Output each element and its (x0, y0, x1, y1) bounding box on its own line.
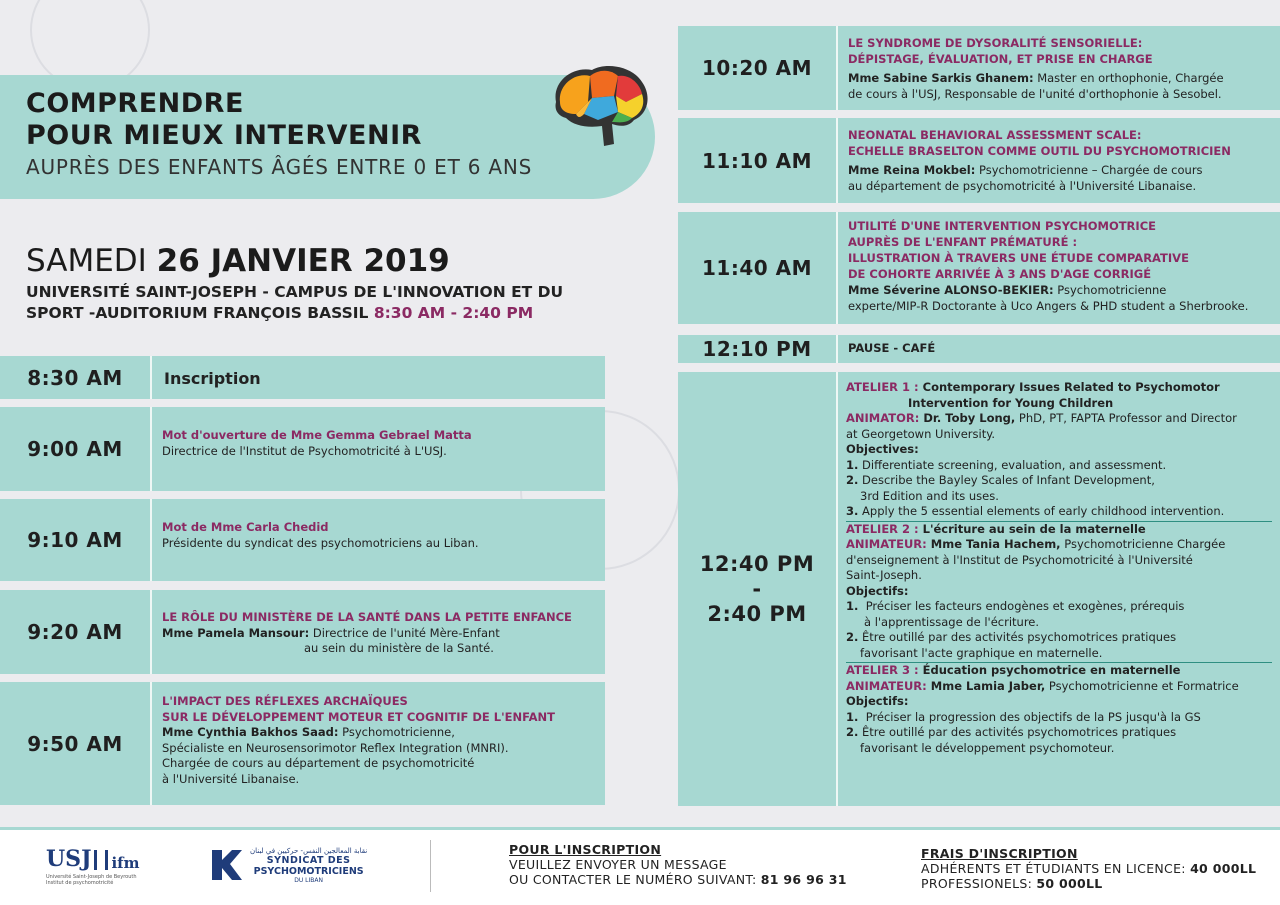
animator-desc: Psychomotricienne Chargée (1060, 537, 1226, 551)
ifm-logo-text: ifm (111, 854, 140, 872)
ateliers-content (838, 372, 1280, 806)
schedule-time: 11:10 AM (678, 118, 838, 203)
schedule-title: Mot d'ouverture de Mme Gemma Gebrael Matta (162, 428, 472, 442)
schedule-title: Mot de Mme Carla Chedid (162, 520, 329, 534)
footer-vertical-divider (430, 840, 431, 892)
schedule-content (152, 682, 605, 805)
objective-text: Être outillé par des activités psychomotrices pratiques (862, 725, 1177, 739)
atelier-title-cont: Intervention for Young Children (908, 395, 1114, 410)
inscription-phone: 81 96 96 31 (760, 872, 847, 887)
fees-line (921, 876, 1256, 891)
atelier-2-heading (846, 522, 1272, 538)
schedule-content (838, 118, 1280, 203)
objective-number: 1. (846, 599, 859, 613)
objective-item (846, 630, 1272, 646)
schedule-title: LE SYNDROME DE DYSORALITÉ SENSORIELLE: (848, 36, 1143, 50)
schedule-desc: Directrice de l'Institut de Psychomotricité à L'USJ. (162, 443, 447, 458)
atelier-time-separator: - (752, 576, 762, 601)
syndicat-name: DU LIBAN (294, 876, 323, 884)
schedule-title: L'IMPACT DES RÉFLEXES ARCHAÏQUES (162, 694, 408, 708)
inscription-line (509, 872, 847, 887)
venue-name: SPORT -AUDITORIUM FRANÇOIS BASSIL (26, 304, 369, 322)
animator-name: Mme Lamia Jaber, (930, 678, 1046, 693)
animator-label: ANIMATEUR: (846, 678, 931, 693)
atelier-animator (846, 537, 1272, 553)
objective-text: Être outillé par des activités psychomotrices pratiques (862, 630, 1177, 644)
fees-price: 50 000LL (1036, 876, 1103, 891)
speaker-name: Mme Cynthia Bakhos Saad: (162, 725, 339, 739)
speaker-desc: Master en orthophonie, Chargée (1033, 71, 1224, 85)
schedule-title-cont: AUPRÈS DE L'ENFANT PRÉMATURÉ : (848, 235, 1078, 249)
speaker-desc-line: Chargée de cours au département de psychomotricité (162, 756, 475, 770)
fees-label: PROFESSIONELS: (921, 876, 1037, 891)
schedule-desc (848, 71, 1270, 87)
speaker-desc: Psychomotricienne, (338, 725, 455, 739)
usj-logo-text: USJ (46, 846, 92, 872)
animator-desc-cont: d'enseignement à l'Institut de Psychomotricité à l'Université (846, 552, 1193, 567)
atelier-label: ATELIER 3 : (846, 663, 923, 677)
objective-item (846, 725, 1272, 741)
schedule-title: PAUSE - CAFÉ (848, 341, 936, 355)
objective-text-cont: 3rd Edition and its uses. (860, 488, 999, 503)
schedule-time: 9:50 AM (0, 682, 152, 805)
schedule-time: 12:10 PM (678, 335, 838, 363)
venue-line-1: UNIVERSITÉ SAINT-JOSEPH - CAMPUS DE L'INNOVATION ET DU (26, 283, 564, 301)
schedule-time: 9:00 AM (0, 407, 152, 491)
brain-icon (548, 62, 652, 154)
objective-number: 1. (846, 709, 859, 724)
animator-desc-cont: at Georgetown University. (846, 426, 996, 441)
schedule-content (152, 590, 605, 674)
fees-price: 40 000LL (1190, 861, 1257, 876)
usj-logo (46, 846, 140, 886)
speaker-desc: Psychomotricienne – Chargée de cours (975, 163, 1203, 177)
speaker-name: Mme Séverine ALONSO-BEKIER: (848, 283, 1054, 297)
atelier-label: ATELIER 1 : (846, 380, 923, 394)
objective-text-cont: favorisant l'acte graphique en maternelle. (860, 645, 1103, 660)
objective-text-cont: à l'apprentissage de l'écriture. (864, 614, 1040, 629)
atelier-end-time: 2:40 PM (707, 601, 807, 626)
animator-label: ANIMATEUR: (846, 537, 931, 551)
objective-number: 2. (846, 473, 859, 487)
objectives-label: Objectifs: (846, 694, 909, 708)
schedule-row-chedid (0, 499, 605, 581)
title-line-2: POUR MIEUX INTERVENIR (26, 120, 422, 151)
schedule-row-reflexes (0, 682, 605, 805)
atelier-animator (846, 679, 1272, 695)
atelier-1-heading (846, 380, 1272, 396)
speaker-desc-line: de cours à l'USJ, Responsable de l'unité d'orthophonie à Sesobel. (848, 86, 1222, 101)
fees-label: ADHÉRENTS ET ÉTUDIANTS EN LICENCE: (921, 861, 1191, 876)
schedule-row-inscription (0, 356, 605, 399)
schedule-desc (848, 163, 1270, 179)
inscription-text: OU CONTACTER LE NUMÉRO SUIVANT: (509, 872, 761, 887)
atelier-title: L'écriture au sein de la maternelle (922, 521, 1146, 536)
animator-name: Mme Tania Hachem, (930, 537, 1061, 551)
schedule-title: UTILITÉ D'UNE INTERVENTION PSYCHOMOTRICE (848, 219, 1156, 233)
schedule-row-opening (0, 407, 605, 491)
schedule-row-ateliers (678, 372, 1280, 806)
animator-desc: PhD, PT, FAPTA Professor and Director (1015, 411, 1237, 425)
schedule-desc (848, 282, 1270, 298)
syndicat-logo (208, 846, 367, 884)
usj-caption: Institut de psychomotricité (46, 880, 114, 886)
objectives-label: Objectifs: (846, 583, 909, 598)
schedule-time: 10:20 AM (678, 26, 838, 110)
inscription-heading: POUR L'INSCRIPTION (509, 842, 662, 857)
schedule-title-cont: ECHELLE BRASELTON COMME OUTIL DU PSYCHOMOTRICIEN (848, 143, 1231, 158)
schedule-row-dysoralite (678, 26, 1280, 110)
schedule-content (838, 26, 1280, 110)
speaker-desc: Directrice de l'unité Mère-Enfant (309, 625, 500, 640)
schedule-title-cont: ILLUSTRATION À TRAVERS UNE ÉTUDE COMPARATIVE (848, 251, 1189, 265)
schedule-row-pause (678, 335, 1280, 363)
syndicat-name: PSYCHOMOTRICIENS (253, 865, 364, 877)
schedule-title-cont: DÉPISTAGE, ÉVALUATION, ET PRISE EN CHARGE (848, 51, 1153, 66)
schedule-time (678, 372, 838, 806)
objective-number: 1. (846, 457, 859, 472)
objective-item (846, 504, 1272, 520)
inscription-line: VEUILLEZ ENVOYER UN MESSAGE (509, 857, 727, 872)
fees-heading: FRAIS D'INSCRIPTION (921, 846, 1078, 861)
objective-item (846, 599, 1272, 615)
animator-desc: Psychomotricienne et Formatrice (1045, 678, 1239, 693)
objective-number: 2. (846, 725, 859, 739)
atelier-title: Éducation psychomotrice en maternelle (922, 663, 1181, 677)
schedule-title: Inscription (164, 368, 261, 388)
objective-text: Préciser la progression des objectifs de la PS jusqu'à la GS (865, 709, 1201, 724)
speaker-desc-cont: au sein du ministère de la Santé. (304, 641, 494, 655)
objective-text: Differentiate screening, evaluation, and assessment. (862, 457, 1167, 472)
schedule-row-premature (678, 212, 1280, 324)
objective-number: 2. (846, 630, 859, 644)
speaker-desc-line: à l'Université Libanaise. (162, 771, 300, 786)
atelier-title: Contemporary Issues Related to Psychomotor (922, 380, 1220, 394)
event-time-range: 8:30 AM - 2:40 PM (373, 304, 534, 322)
objective-text: Describe the Bayley Scales of Infant Development, (862, 473, 1155, 487)
event-day: SAMEDI (26, 243, 147, 279)
schedule-time: 11:40 AM (678, 212, 838, 324)
atelier-animator (846, 411, 1272, 427)
syndicat-name: SYNDICAT DES (266, 854, 351, 866)
atelier-label: ATELIER 2 : (846, 521, 923, 536)
objective-item (846, 710, 1272, 726)
schedule-content (152, 499, 605, 581)
event-date-value: 26 JANVIER 2019 (156, 243, 450, 279)
speaker-name: Mme Sabine Sarkis Ghanem: (848, 71, 1034, 85)
speaker-name: Mme Reina Mokbel: (848, 163, 976, 177)
schedule-content (152, 407, 605, 491)
schedule-desc: Présidente du syndicat des psychomotriciens au Liban. (162, 535, 479, 550)
schedule-title-cont: DE COHORTE ARRIVÉE À 3 ANS D'AGE CORRIGÉ (848, 267, 1152, 281)
atelier-3-heading (846, 663, 1272, 679)
inscription-info (509, 842, 847, 887)
schedule-title-cont: SUR LE DÉVELOPPEMENT MOTEUR ET COGNITIF DE L'ENFANT (162, 709, 556, 724)
animator-name: Dr. Toby Long, (923, 411, 1016, 425)
objective-item (846, 473, 1272, 489)
schedule-content (838, 212, 1280, 324)
syndicat-emblem-icon (208, 846, 246, 884)
speaker-desc-line: au département de psychomotricité à l'Université Libanaise. (848, 178, 1197, 193)
syndicat-arabic-name: نقابة المعالجين النفس- حركيين في لبنان (250, 846, 368, 855)
schedule-title: LE RÔLE DU MINISTÈRE DE LA SANTÉ DANS LA PETITE ENFANCE (162, 610, 572, 624)
fees-line (921, 861, 1256, 876)
objective-text-cont: favorisant le développement psychomoteur. (860, 740, 1115, 755)
animator-label: ANIMATOR: (846, 411, 924, 425)
usj-logo-mark (94, 850, 108, 870)
title-line-1: COMPRENDRE (26, 88, 244, 119)
subtitle: AUPRÈS DES ENFANTS ÂGÉS ENTRE 0 ET 6 ANS (26, 155, 533, 179)
speaker-name: Mme Pamela Mansour: (162, 625, 310, 640)
schedule-time: 9:10 AM (0, 499, 152, 581)
schedule-title: NEONATAL BEHAVIORAL ASSESSMENT SCALE: (848, 128, 1142, 142)
objective-text: Préciser les facteurs endogènes et exogènes, prérequis (865, 599, 1185, 613)
speaker-desc: Psychomotricienne (1053, 283, 1167, 297)
objective-text: Apply the 5 essential elements of early childhood intervention. (862, 504, 1225, 518)
schedule-row-ministere (0, 590, 605, 674)
animator-desc-cont: Saint-Joseph. (846, 568, 922, 582)
schedule-desc (162, 626, 595, 642)
usj-caption: Université Saint-Joseph de Beyrouth (46, 874, 137, 880)
schedule-time: 8:30 AM (0, 356, 152, 399)
objective-number: 3. (846, 504, 859, 518)
fees-info (921, 846, 1256, 891)
schedule-row-braselton (678, 118, 1280, 203)
objectives-label: Objectives: (846, 442, 919, 456)
atelier-start-time: 12:40 PM (699, 551, 815, 576)
footer (0, 830, 1280, 905)
speaker-desc-line: Spécialiste en Neurosensorimotor Reflex Integration (MNRI). (162, 740, 509, 755)
speaker-desc-line: experte/MIP-R Doctorante à Uco Angers & PHD student a Sherbrooke. (848, 299, 1249, 313)
objective-item (846, 458, 1272, 474)
schedule-desc (162, 725, 595, 741)
event-date (26, 243, 450, 279)
schedule-time: 9:20 AM (0, 590, 152, 674)
venue-line-2 (26, 304, 533, 322)
